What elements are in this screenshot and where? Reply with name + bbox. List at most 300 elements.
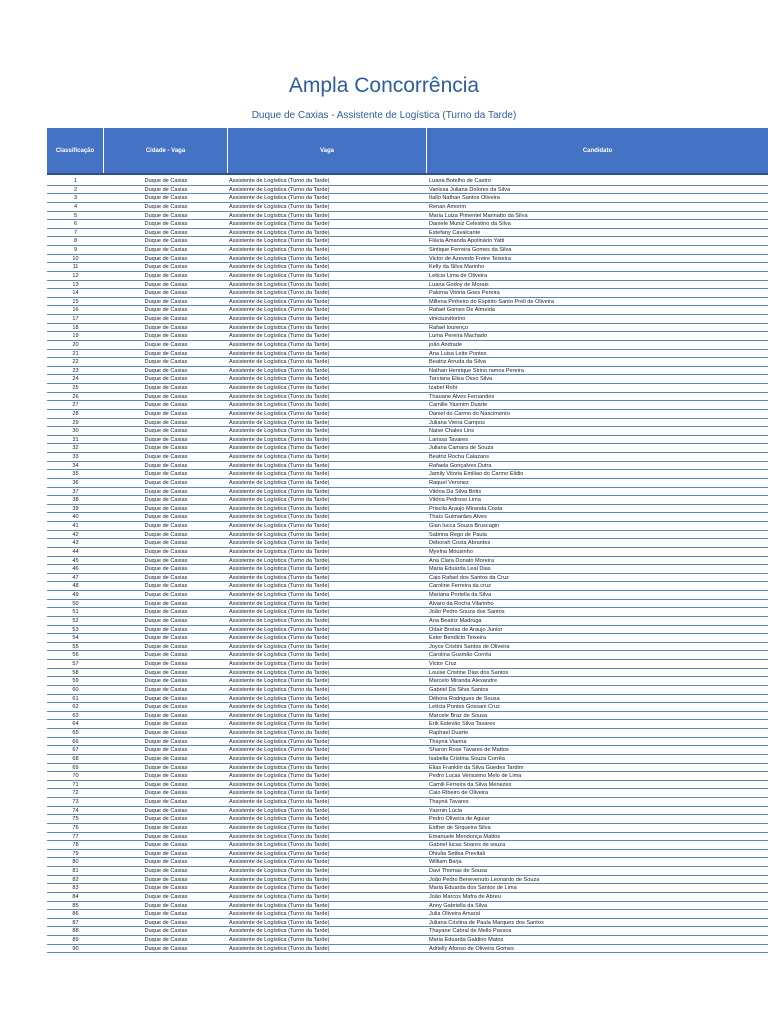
rank-cell: 60 — [72, 686, 79, 693]
position-cell: Assistente de Logística (Turno da Tarde) — [229, 341, 330, 348]
table-row — [47, 315, 768, 324]
candidate-cell: Rafael Gomes De Almeida — [429, 307, 495, 314]
table-row — [47, 470, 768, 479]
position-cell: Assistente de Logística (Turno da Tarde) — [229, 350, 330, 357]
rank-cell: 34 — [72, 462, 79, 469]
position-cell: Assistente de Logística (Turno da Tarde) — [229, 497, 330, 504]
page-subtitle: Duque de Caxias - Assistente de Logística (Turno da Tarde) — [251, 110, 517, 121]
position-cell: Assistente de Logística (Turno da Tarde) — [229, 574, 330, 581]
city-cell: Duque de Caxias — [144, 807, 188, 814]
rank-cell: 35 — [72, 471, 79, 478]
city-cell: Duque de Caxias — [144, 385, 188, 391]
candidate-cell: Ester Bendicto Teixeira — [429, 635, 487, 642]
candidate-cell: Mariana Portella da Silva — [429, 592, 492, 598]
candidate-cell: João Pedro Souza dos Santos — [429, 609, 505, 616]
position-cell: Assistente de Logística (Turno da Tarde) — [229, 445, 330, 452]
table-row — [47, 565, 768, 574]
city-cell: Duque de Caxias — [144, 824, 188, 831]
table-row — [47, 651, 768, 660]
rank-cell: 43 — [72, 540, 79, 547]
table-row — [47, 229, 768, 238]
city-cell: Duque de Caxias — [144, 842, 188, 849]
candidate-cell: Marcele Braz de Sousa — [429, 712, 488, 719]
rank-cell: 53 — [72, 626, 79, 633]
city-cell: Duque de Caxias — [144, 531, 188, 538]
candidate-cell: Leticia Lima de Oliveira — [429, 272, 488, 279]
candidate-cell: Caroline Ferreira da cruz — [429, 583, 491, 590]
city-cell: Duque de Caxias — [144, 505, 188, 512]
candidate-cell: Vanissa Juliana Dolores da Silva — [429, 186, 511, 193]
table-row — [47, 401, 768, 410]
table-row — [47, 496, 768, 505]
candidate-cell: Vitória Pedroso Lima — [429, 497, 481, 504]
table-row — [47, 177, 768, 186]
position-cell: Assistente de Logística (Turno da Tarde) — [229, 221, 330, 228]
table-row — [47, 522, 768, 531]
rank-cell: 68 — [72, 755, 79, 762]
city-cell: Duque de Caxias — [144, 816, 188, 823]
position-cell: Assistente de Logística (Turno da Tarde) — [229, 540, 330, 547]
rank-cell: 72 — [72, 790, 79, 797]
rank-cell: 62 — [72, 704, 79, 711]
position-cell: Assistente de Logística (Turno da Tarde) — [229, 186, 330, 193]
position-cell: Assistente de Logística (Turno da Tarde) — [229, 583, 330, 590]
position-cell: Assistente de Logística (Turno da Tarde) — [229, 730, 330, 736]
rank-cell: 83 — [72, 885, 79, 892]
table-row — [47, 936, 768, 945]
table-row — [47, 255, 768, 264]
rank-cell: 6 — [73, 221, 78, 228]
rank-cell: 17 — [72, 316, 79, 322]
table-row — [47, 876, 768, 885]
candidate-cell: Paloma Vitória Goes Pereira — [429, 290, 500, 297]
city-cell: Duque de Caxias — [144, 902, 188, 909]
rank-cell: 14 — [72, 290, 79, 297]
rank-cell: 10 — [72, 255, 79, 262]
candidate-cell: Thayná Vianna — [429, 738, 467, 745]
city-cell: Duque de Caxias — [144, 298, 188, 305]
position-cell: Assistente de Logística (Turno da Tarde) — [229, 359, 330, 366]
candidate-cell: Naise Chales Lins — [429, 428, 475, 435]
city-cell: Duque de Caxias — [144, 937, 188, 943]
rank-cell: 11 — [72, 264, 79, 271]
candidate-cell: Maria Eduarda dos Santos de Lima — [429, 885, 517, 892]
candidate-cell: Marcelo Miranda Alexandre — [429, 678, 498, 685]
table-row — [47, 410, 768, 419]
position-cell: Assistente de Logística (Turno da Tarde) — [229, 247, 330, 253]
table-row — [47, 341, 768, 350]
candidate-cell: Rafaela Gonçalves Dutra — [429, 462, 492, 469]
position-cell: Assistente de Logística (Turno da Tarde) — [229, 937, 330, 943]
rank-cell: 7 — [73, 229, 78, 236]
city-cell: Duque de Caxias — [144, 178, 188, 184]
rank-cell: 89 — [72, 937, 79, 943]
candidate-cell: João Marcos Mafra de Abreu — [429, 893, 501, 900]
table-row — [47, 186, 768, 195]
table-row — [47, 841, 768, 850]
candidate-cell: Victor Cruz — [429, 661, 457, 667]
table-row — [47, 419, 768, 428]
rank-cell: 61 — [72, 695, 79, 702]
city-cell: Duque de Caxias — [144, 186, 188, 193]
header-candidato: Candidato — [582, 147, 613, 154]
city-cell: Duque de Caxias — [144, 548, 188, 555]
candidate-cell: Daniel do Carmo do Nascimento — [429, 410, 510, 417]
rank-cell: 20 — [72, 341, 79, 348]
table-row — [47, 910, 768, 919]
position-cell: Assistente de Logística (Turno da Tarde) — [229, 385, 330, 391]
rank-cell: 27 — [72, 402, 79, 409]
rank-cell: 4 — [73, 203, 78, 210]
rank-cell: 16 — [72, 307, 79, 314]
candidate-cell: Luma Pereira Machado — [429, 333, 488, 340]
table-row — [47, 479, 768, 488]
city-cell: Duque de Caxias — [144, 238, 188, 245]
candidate-cell: joão Andrade — [429, 341, 462, 348]
rank-cell: 87 — [72, 919, 79, 926]
candidate-cell: Kelly da Silva Marinho — [429, 264, 485, 271]
city-cell: Duque de Caxias — [144, 868, 188, 874]
rank-cell: 88 — [72, 928, 79, 935]
city-cell: Duque de Caxias — [144, 686, 188, 693]
rank-cell: 32 — [72, 445, 79, 452]
table-row — [47, 695, 768, 704]
position-cell: Assistente de Logística (Turno da Tarde) — [229, 264, 330, 271]
rank-cell: 66 — [72, 738, 79, 745]
city-cell: Duque de Caxias — [144, 695, 188, 702]
candidate-cell: Louise Cristine Dias dos Santos — [429, 669, 509, 676]
table-row — [47, 539, 768, 548]
candidate-cell: Adrielly Afonso de Oliveira Gomes — [429, 945, 514, 952]
position-cell: Assistente de Logística (Turno da Tarde) — [229, 712, 330, 719]
position-cell: Assistente de Logística (Turno da Tarde) — [229, 902, 330, 909]
rank-cell: 78 — [72, 842, 79, 849]
city-cell: Duque de Caxias — [144, 712, 188, 719]
rank-cell: 46 — [72, 566, 79, 573]
rank-cell: 64 — [72, 721, 79, 728]
candidate-cell: Myelna Mousinho — [429, 548, 473, 555]
rank-cell: 90 — [72, 945, 79, 952]
table-row — [47, 289, 768, 298]
position-cell: Assistente de Logística (Turno da Tarde) — [229, 402, 330, 409]
header-classificacao: Classificação — [47, 128, 104, 173]
rank-cell: 49 — [72, 592, 79, 598]
position-cell: Assistente de Logística (Turno da Tarde) — [229, 919, 330, 926]
city-cell: Duque de Caxias — [144, 445, 188, 452]
candidate-cell: Sharon Rose Tavares de Mattos — [429, 747, 509, 754]
city-cell: Duque de Caxias — [144, 928, 188, 935]
table-row — [47, 712, 768, 721]
rank-cell: 41 — [72, 523, 79, 529]
rank-cell: 39 — [72, 505, 79, 512]
city-cell: Duque de Caxias — [144, 497, 188, 504]
rank-cell: 12 — [72, 272, 79, 279]
position-cell: Assistente de Logística (Turno da Tarde) — [229, 229, 330, 236]
table-row — [47, 212, 768, 221]
city-cell: Duque de Caxias — [144, 514, 188, 521]
city-cell: Duque de Caxias — [144, 212, 188, 219]
rank-cell: 79 — [72, 850, 79, 857]
rank-cell: 2 — [73, 186, 78, 193]
table-row — [47, 677, 768, 686]
candidate-cell: Raphael Duarte — [429, 730, 469, 736]
city-cell: Duque de Caxias — [144, 376, 188, 383]
city-cell: Duque de Caxias — [144, 730, 188, 736]
position-cell: Assistente de Logística (Turno da Tarde) — [229, 272, 330, 279]
table-row — [47, 884, 768, 893]
position-cell: Assistente de Logística (Turno da Tarde) — [229, 316, 330, 322]
city-cell: Duque de Caxias — [144, 643, 188, 650]
rank-cell: 18 — [72, 324, 79, 331]
rank-cell: 71 — [72, 781, 79, 788]
candidate-cell: Sabrina Rego de Paula — [429, 531, 487, 538]
candidate-cell: Carolina Gusmão Corrêa — [429, 652, 492, 659]
city-cell: Duque de Caxias — [144, 393, 188, 400]
table-row — [47, 746, 768, 755]
candidate-cell: Esther de Sirqueira Silva — [429, 824, 491, 831]
position-cell: Assistente de Logística (Turno da Tarde) — [229, 471, 330, 478]
table-row — [47, 358, 768, 367]
position-cell: Assistente de Logística (Turno da Tarde) — [229, 893, 330, 900]
table-row — [47, 591, 768, 600]
position-cell: Assistente de Logística (Turno da Tarde) — [229, 721, 330, 728]
position-cell: Assistente de Logística (Turno da Tarde) — [229, 609, 330, 616]
table-row — [47, 781, 768, 790]
candidate-cell: William Barja — [429, 859, 462, 866]
position-cell: Assistente de Logística (Turno da Tarde) — [229, 911, 330, 918]
position-cell: Assistente de Logística (Turno da Tarde) — [229, 479, 330, 486]
city-cell: Duque de Caxias — [144, 359, 188, 366]
position-cell: Assistente de Logística (Turno da Tarde) — [229, 195, 330, 202]
position-cell: Assistente de Logística (Turno da Tarde) — [229, 393, 330, 400]
city-cell: Duque de Caxias — [144, 566, 188, 573]
candidate-cell: Pedro Oliveira de Aguiar — [429, 816, 490, 823]
table-row — [47, 893, 768, 902]
candidate-cell: Joyce Cristini Santos de Oliveira — [429, 643, 510, 650]
candidate-cell: Débora Rodrigues de Sousa — [429, 695, 500, 702]
position-cell: Assistente de Logística (Turno da Tarde) — [229, 324, 330, 331]
position-cell: Assistente de Logística (Turno da Tarde) — [229, 626, 330, 633]
rank-cell: 26 — [72, 393, 79, 400]
table-row — [47, 626, 768, 635]
rank-cell: 22 — [72, 359, 79, 366]
city-cell: Duque de Caxias — [144, 350, 188, 357]
position-cell: Assistente de Logística (Turno da Tarde) — [229, 462, 330, 469]
position-cell: Assistente de Logística (Turno da Tarde) — [229, 755, 330, 762]
position-cell: Assistente de Logística (Turno da Tarde) — [229, 773, 330, 780]
table-row — [47, 393, 768, 402]
position-cell: Assistente de Logística (Turno da Tarde) — [229, 661, 330, 667]
city-cell: Duque de Caxias — [144, 635, 188, 642]
city-cell: Duque de Caxias — [144, 195, 188, 202]
table-row — [47, 574, 768, 583]
candidate-cell: Estefany Cavalcante — [429, 229, 481, 236]
city-cell: Duque de Caxias — [144, 523, 188, 529]
city-cell: Duque de Caxias — [144, 764, 188, 771]
table-row — [47, 945, 768, 954]
table-row — [47, 375, 768, 384]
table-row — [47, 462, 768, 471]
table-row — [47, 703, 768, 712]
position-cell: Assistente de Logística (Turno da Tarde) — [229, 643, 330, 650]
candidate-cell: Beatriz Arruda da Silva — [429, 359, 486, 366]
candidate-cell: Tarciana Elisa Osso Silva — [429, 376, 493, 383]
table-row — [47, 608, 768, 617]
city-cell: Duque de Caxias — [144, 436, 188, 443]
table-row — [47, 272, 768, 281]
table-body — [47, 177, 768, 953]
position-cell: Assistente de Logística (Turno da Tarde) — [229, 799, 330, 805]
candidate-cell: Victor de Azevedo Freire Teixeira — [429, 255, 511, 262]
table-row — [47, 332, 768, 341]
table-row — [47, 582, 768, 591]
rank-cell: 9 — [73, 247, 78, 253]
candidate-cell: Emanuele Mendonça Mattos — [429, 833, 501, 840]
city-cell: Duque de Caxias — [144, 893, 188, 900]
city-cell: Duque de Caxias — [144, 324, 188, 331]
candidate-cell: Thaís Guimarães Alves — [429, 514, 487, 521]
city-cell: Duque de Caxias — [144, 919, 188, 926]
table-row — [47, 919, 768, 928]
candidate-cell: Camille Yasmim Duarte — [429, 402, 488, 409]
rank-cell: 58 — [72, 669, 79, 676]
city-cell: Duque de Caxias — [144, 402, 188, 409]
table-row — [47, 246, 768, 255]
results-table — [47, 128, 768, 953]
table-row — [47, 824, 768, 833]
city-cell: Duque de Caxias — [144, 428, 188, 435]
city-cell: Duque de Caxias — [144, 557, 188, 564]
city-cell: Duque de Caxias — [144, 333, 188, 340]
city-cell: Duque de Caxias — [144, 272, 188, 279]
candidate-cell: Juliana Cristina de Paula Marques dos Santos — [429, 919, 544, 926]
position-cell: Assistente de Logística (Turno da Tarde) — [229, 255, 330, 262]
table-row — [47, 686, 768, 695]
city-cell: Duque de Caxias — [144, 773, 188, 780]
rank-cell: 25 — [72, 385, 79, 391]
candidate-cell: Erik Estevão Silva Tavares — [429, 721, 496, 728]
position-cell: Assistente de Logística (Turno da Tarde) — [229, 376, 330, 383]
table-row — [47, 600, 768, 609]
rank-cell: 54 — [72, 635, 79, 642]
candidate-cell: Caio Ribeiro de Oliveira — [429, 790, 489, 797]
candidate-cell: Alvaro da Rocha Vilarinho — [429, 600, 494, 607]
city-cell: Duque de Caxias — [144, 859, 188, 866]
table-row — [47, 833, 768, 842]
position-cell: Assistente de Logística (Turno da Tarde) — [229, 859, 330, 866]
position-cell: Assistente de Logística (Turno da Tarde) — [229, 876, 330, 883]
header-vaga: Vaga — [228, 128, 427, 173]
candidate-cell: Larissa Tavares — [429, 436, 469, 443]
city-cell: Duque de Caxias — [144, 247, 188, 253]
candidate-cell: Letícia Pontes Gossani Cruz — [429, 704, 500, 711]
city-cell: Duque de Caxias — [144, 790, 188, 797]
position-cell: Assistente de Logística (Turno da Tarde) — [229, 592, 330, 598]
table-row — [47, 850, 768, 859]
position-cell: Assistente de Logística (Turno da Tarde) — [229, 505, 330, 512]
candidate-cell: Nathan Henrique Sirino ramos Pereira — [429, 367, 524, 374]
position-cell: Assistente de Logística (Turno da Tarde) — [229, 678, 330, 685]
city-cell: Duque de Caxias — [144, 678, 188, 685]
city-cell: Duque de Caxias — [144, 885, 188, 892]
position-cell: Assistente de Logística (Turno da Tarde) — [229, 669, 330, 676]
candidate-cell: Priscila Araujo Miranda Costa — [429, 505, 503, 512]
table-row — [47, 306, 768, 315]
rank-cell: 3 — [73, 195, 78, 202]
position-cell: Assistente de Logística (Turno da Tarde) — [229, 824, 330, 831]
rank-cell: 81 — [72, 868, 79, 874]
candidate-cell: Anny Gabriella da Silva — [429, 902, 488, 909]
position-cell: Assistente de Logística (Turno da Tarde) — [229, 790, 330, 797]
candidate-cell: Luana Godoy de Morais — [429, 281, 489, 288]
position-cell: Assistente de Logística (Turno da Tarde) — [229, 514, 330, 521]
city-cell: Duque de Caxias — [144, 945, 188, 952]
table-row — [47, 798, 768, 807]
rank-cell: 36 — [72, 479, 79, 486]
city-cell: Duque de Caxias — [144, 479, 188, 486]
rank-cell: 73 — [72, 799, 79, 805]
table-row — [47, 436, 768, 445]
city-cell: Duque de Caxias — [144, 229, 188, 236]
candidate-cell: Odair Bretas de Araujo Junior — [429, 626, 503, 633]
city-cell: Duque de Caxias — [144, 626, 188, 633]
candidate-cell: Déborah Costa Abrantes — [429, 540, 491, 547]
position-cell: Assistente de Logística (Turno da Tarde) — [229, 557, 330, 564]
candidate-cell: Thayane Cabral de Mello Passos — [429, 928, 512, 935]
candidate-cell: Sintique Ferreira Gomes da Silva — [429, 247, 512, 253]
table-row — [47, 858, 768, 867]
table-row — [47, 789, 768, 798]
candidate-cell: Dhiulia Setiba Previtali — [429, 850, 485, 857]
city-cell: Duque de Caxias — [144, 255, 188, 262]
candidate-cell: Camili Ferreira da Silva Menezes — [429, 781, 512, 788]
city-cell: Duque de Caxias — [144, 721, 188, 728]
city-cell: Duque de Caxias — [144, 264, 188, 271]
table-row — [47, 367, 768, 376]
city-cell: Duque de Caxias — [144, 367, 188, 374]
city-cell: Duque de Caxias — [144, 609, 188, 616]
table-row — [47, 764, 768, 773]
rank-cell: 52 — [72, 617, 79, 624]
table-row — [47, 617, 768, 626]
position-cell: Assistente de Logística (Turno da Tarde) — [229, 928, 330, 935]
candidate-cell: Julia Oliveira Amaral — [429, 911, 480, 918]
rank-cell: 31 — [72, 436, 79, 443]
rank-cell: 40 — [72, 514, 79, 521]
rank-cell: 70 — [72, 773, 79, 780]
city-cell: Duque de Caxias — [144, 540, 188, 547]
city-cell: Duque de Caxias — [144, 799, 188, 805]
candidate-cell: Isabella Cristina Souza Corrêa — [429, 755, 505, 762]
candidate-cell: Daniele Muniz Celestino da Silva — [429, 221, 511, 228]
candidate-cell: Davi Thomas de Sousa — [429, 868, 488, 874]
position-cell: Assistente de Logística (Turno da Tarde) — [229, 850, 330, 857]
rank-cell: 38 — [72, 497, 79, 504]
table-row — [47, 729, 768, 738]
position-cell: Assistente de Logística (Turno da Tarde) — [229, 781, 330, 788]
table-row — [47, 772, 768, 781]
candidate-cell: Thayná Tavares — [429, 799, 469, 805]
candidate-cell: Juliana Vieira Campos — [429, 419, 485, 426]
city-cell: Duque de Caxias — [144, 600, 188, 607]
rank-cell: 30 — [72, 428, 79, 435]
position-cell: Assistente de Logística (Turno da Tarde) — [229, 333, 330, 340]
candidate-cell: Flávia Amanda Apolinário Yatti — [429, 238, 505, 245]
rank-cell: 15 — [72, 298, 79, 305]
position-cell: Assistente de Logística (Turno da Tarde) — [229, 238, 330, 245]
candidate-cell: João Pedro Benevenuto Leonardo de Souza — [429, 876, 540, 883]
rank-cell: 74 — [72, 807, 79, 814]
